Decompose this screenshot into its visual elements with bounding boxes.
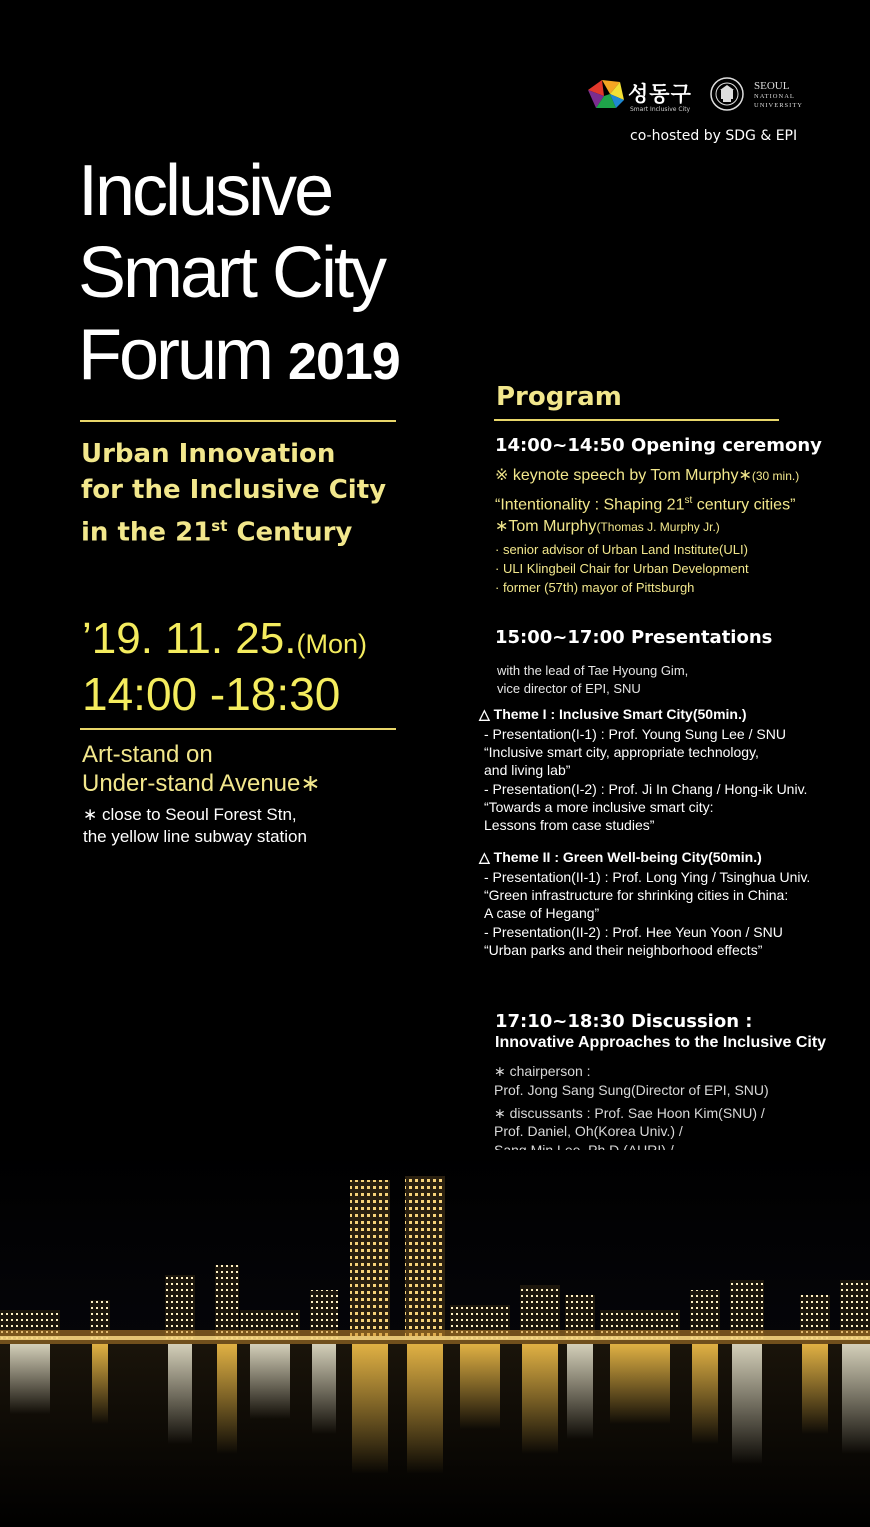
subtitle-line2: for the Inclusive City (81, 475, 387, 505)
theme1-line: “Towards a more inclusive smart city: (484, 798, 714, 815)
session1-keynote (495, 466, 799, 486)
seongdong-subtitle: Smart Inclusive City (630, 106, 691, 113)
title-line1: Inclusive (78, 151, 332, 231)
speaker-bio (495, 540, 749, 597)
divider (80, 728, 396, 730)
divider (80, 420, 396, 422)
quote-post: century cities” (692, 496, 796, 514)
title-line2: Smart City (78, 233, 385, 313)
theme2-line: “Urban parks and their neighborhood effects” (484, 941, 763, 958)
theme1-line: and living lab” (484, 762, 571, 779)
theme1-heading: △ Theme I : Inclusive Smart City(50min.) (479, 706, 747, 722)
discussant-line: Prof. Daniel, Oh(Korea Univ.) / (494, 1123, 683, 1140)
date-value: ’19. 11. 25. (82, 614, 297, 663)
snu-line3: UNIVERSITY (754, 102, 803, 109)
subtitle-line1: Urban Innovation (81, 439, 336, 469)
event-date (82, 612, 367, 671)
forum-title (78, 150, 400, 403)
session3-subheading: Innovative Approaches to the Inclusive City (495, 1034, 827, 1051)
snu-emblem-icon (708, 76, 746, 112)
divider (494, 419, 779, 421)
snu-line1: SEOUL (754, 80, 790, 92)
session2-lead (497, 662, 688, 698)
session3-heading: 17:10~18:30 Discussion : (495, 1011, 753, 1032)
venue-note-line2: the yellow line subway station (83, 827, 307, 846)
venue-note (83, 804, 307, 848)
session1-quote (495, 491, 795, 515)
theme1-line: - Presentation(I-1) : Prof. Young Sung Lee / SNU (484, 726, 786, 742)
discussant-line: ∗ discussants : Prof. Sae Hoon Kim(SNU) / (494, 1104, 765, 1121)
session2-heading: 15:00~17:00 Presentations (495, 627, 773, 648)
lead-line1: with the lead of Tae Hyoung Gim, (497, 663, 689, 678)
seongdong-logo-icon (586, 78, 626, 110)
forum-subtitle (81, 436, 386, 551)
venue-line1: Art-stand on (82, 741, 213, 768)
theme2-line: A case of Hegang” (484, 905, 600, 922)
title-year: 2019 (288, 333, 400, 391)
subtitle-line3-sup: st (211, 517, 228, 535)
date-day: (Mon) (296, 629, 367, 659)
title-line3 (78, 314, 400, 403)
speaker-full: (Thomas J. Murphy Jr.) (596, 520, 720, 534)
subtitle-line3 (81, 508, 386, 551)
venue-line2: Under-stand Avenue∗ (82, 770, 321, 797)
chair-name: Prof. Jong Sang Sung(Director of EPI, SNU) (494, 1081, 769, 1098)
session1-speaker (495, 517, 720, 537)
theme1-body (484, 725, 807, 834)
speaker-name: ∗Tom Murphy (495, 518, 597, 535)
program-heading: Program (496, 382, 622, 412)
theme1-line: - Presentation(I-2) : Prof. Ji In Chang / Hong-ik Univ. (484, 780, 808, 797)
snu-line2: NATIONAL (754, 93, 795, 100)
session1-heading: 14:00~14:50 Opening ceremony (495, 435, 822, 456)
lead-line2: vice director of EPI, SNU (497, 681, 641, 696)
logos-header (586, 76, 806, 146)
theme2-heading: △ Theme II : Green Well-being City(50min.) (479, 849, 762, 865)
seongdong-name: 성동구 (628, 82, 692, 106)
theme2-line: - Presentation(II-2) : Prof. Hee Yeun Yoon / SNU (484, 923, 783, 940)
subtitle-line3-post: Century (227, 517, 353, 548)
venue-note-line1: ∗ close to Seoul Forest Stn, (83, 805, 297, 824)
quote-pre: “Intentionality : Shaping 21 (495, 496, 685, 514)
bio-line: · senior advisor of Urban Land Institute(ULI) (495, 542, 748, 557)
event-venue (82, 740, 321, 798)
theme1-line: “Inclusive smart city, appropriate technology, (484, 744, 759, 761)
snu-name (754, 80, 803, 110)
subtitle-line3-pre: in the 21 (81, 517, 212, 548)
night-skyline-image (0, 1150, 870, 1527)
keynote-text: ※ keynote speech by Tom Murphy∗ (495, 467, 752, 484)
title-forum: Forum (78, 315, 272, 395)
bio-line: · former (57th) mayor of Pittsburgh (495, 580, 695, 595)
theme2-line: - Presentation(II-1) : Prof. Long Ying / Tsinghua Univ. (484, 869, 811, 885)
quote-sup: st (684, 495, 693, 506)
keynote-duration: (30 min.) (751, 469, 800, 483)
theme2-line: “Green infrastructure for shrinking cities in China: (484, 887, 789, 904)
chair-label: ∗ chairperson : (494, 1063, 591, 1079)
cohost-text: co-hosted by SDG & EPI (630, 128, 798, 144)
theme1-line: Lessons from case studies” (484, 817, 655, 834)
event-time: 14:00 -18:30 (82, 668, 341, 720)
bio-line: · ULI Klingbeil Chair for Urban Development (495, 561, 749, 576)
theme2-body (484, 868, 810, 959)
